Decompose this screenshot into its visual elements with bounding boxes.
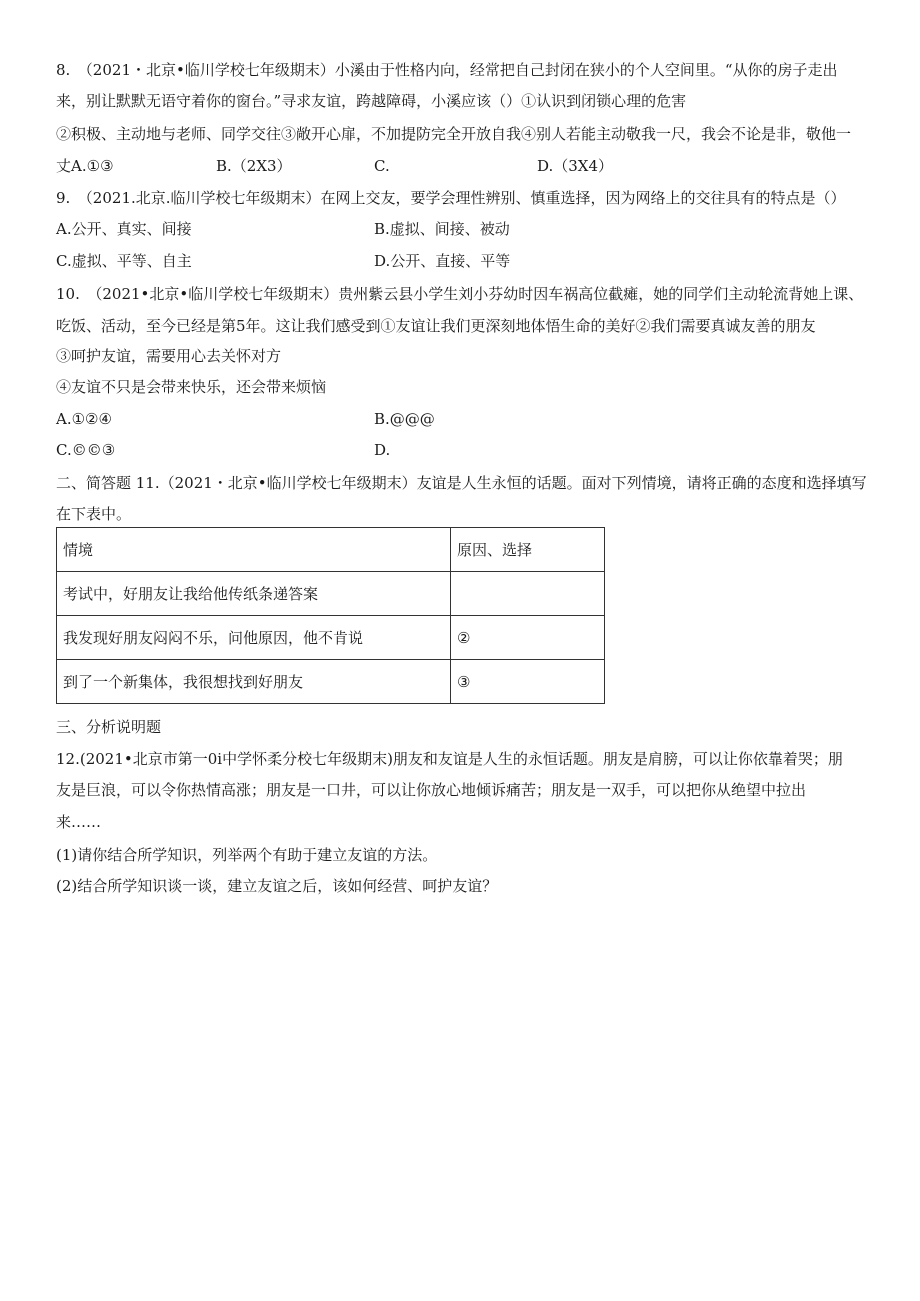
q9-option-b: B.虚拟、间接、被动 bbox=[374, 220, 510, 238]
q8-stem-line1: 8. （2021・北京•临川学校七年级期末）小溪由于性格内向，经常把自己封闭在狭小的个人空间里。“从你的房子走出 bbox=[56, 61, 838, 79]
section2-stem-line1: 二、简答题 11.（2021・北京•临川学校七年级期末）友谊是人生永恒的话题。面对下列情境，请将正确的态度和选择填写 bbox=[56, 474, 867, 492]
q10-stem-line4: ④友谊不只是会带来快乐，还会带来烦恼 bbox=[56, 378, 327, 396]
q9-option-a: A.公开、真实、间接 bbox=[56, 220, 192, 238]
q10-stem-line2: 吃饭、活动，至今已经是第5年。这让我们感受到①友谊让我们更深刻地体悟生命的美好②我们需要真诚友善的朋友 bbox=[56, 317, 816, 335]
table-cell-answer bbox=[451, 572, 605, 616]
q10-option-b: B.@@@ bbox=[374, 410, 435, 428]
section2-stem-line2: 在下表中。 bbox=[56, 505, 132, 523]
q9-stem: 9. （2021.北京.临川学校七年级期末）在网上交友，要学会理性辨别、慎重选择，因为网络上的交往具有的特点是（） bbox=[56, 189, 846, 207]
table-cell-situation: 我发现好朋友闷闷不乐，问他原因，他不肯说 bbox=[57, 616, 451, 660]
table-row bbox=[57, 660, 605, 704]
q10-option-d: D. bbox=[374, 441, 391, 459]
q10-option-a: A.①②④ bbox=[56, 410, 112, 428]
q8-stem-line4-prefix: 丈 bbox=[56, 157, 72, 175]
q8-stem-line3: ②积极、主动地与老师、同学交往③敞开心扉，不加提防完全开放自我④别人若能主动敬我一尺，我会不论是非，敬他一 bbox=[56, 125, 852, 143]
q12-stem-line2: 友是巨浪，可以令你热情高涨；朋友是一口井，可以让你放心地倾诉痛苦；朋友是一双手，可以把你从绝望中拉出 bbox=[56, 781, 807, 799]
q10-stem-line1: 10. （2021•北京•临川学校七年级期末）贵州紫云县小学生刘小芬幼时因车祸高位截瘫，她的同学们主动轮流背她上课、 bbox=[56, 285, 864, 303]
table-row bbox=[57, 616, 605, 660]
section3-title: 三、分析说明题 bbox=[56, 718, 162, 736]
table-cell-situation: 考试中，好朋友让我给他传纸条递答案 bbox=[57, 572, 451, 616]
q8-option-d: D.（3X4） bbox=[537, 157, 614, 175]
table-row bbox=[57, 572, 605, 616]
q12-stem-line3: 来…… bbox=[56, 813, 102, 831]
table-header-cell: 情境 bbox=[57, 528, 451, 572]
q12-subquestion-1: (1)请你结合所学知识，列举两个有助于建立友谊的方法。 bbox=[56, 846, 438, 864]
table-cell-answer: ② bbox=[451, 616, 605, 660]
q8-option-c: C. bbox=[374, 157, 390, 175]
q8-option-b: B.（2X3） bbox=[216, 157, 292, 175]
q8-stem-line2: 来，别让默默无语守着你的窗台。”寻求友谊，跨越障碍，小溪应该（）①认识到闭锁心理的危害 bbox=[56, 92, 687, 110]
q9-option-c: C.虚拟、平等、自主 bbox=[56, 252, 192, 270]
q12-stem-line1: 12.(2021•北京市第一0i中学怀柔分校七年级期末)朋友和友谊是人生的永恒话题。朋友是肩膀，可以让你依靠着哭；朋 bbox=[56, 750, 843, 768]
q10-stem-line3: ③呵护友谊，需要用心去关怀对方 bbox=[56, 347, 282, 365]
q8-option-a: A.①③ bbox=[71, 157, 114, 175]
table-cell-situation: 到了一个新集体，我很想找到好朋友 bbox=[57, 660, 451, 704]
table-cell-answer: ③ bbox=[451, 660, 605, 704]
answer-table bbox=[56, 527, 605, 704]
q12-subquestion-2: (2)结合所学知识谈一谈，建立友谊之后，该如何经营、呵护友谊？ bbox=[56, 877, 498, 895]
q9-option-d: D.公开、直接、平等 bbox=[374, 252, 511, 270]
q10-option-c: C.©©③ bbox=[56, 441, 116, 459]
q8-stem-line4 bbox=[56, 156, 114, 176]
table-header-row bbox=[57, 528, 605, 572]
table-header-cell: 原因、选择 bbox=[451, 528, 605, 572]
